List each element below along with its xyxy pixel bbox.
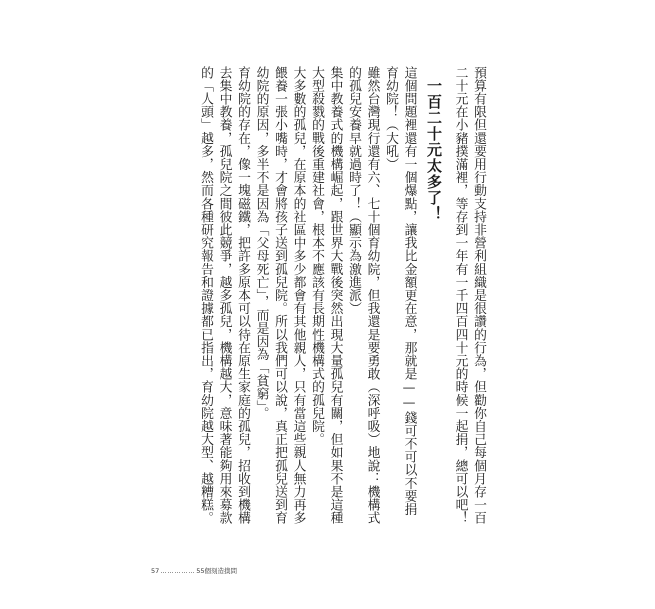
footer-leader-dots: …………… [160, 566, 196, 575]
paragraph-1: 這個問題裡還有一個爆點，讓我比金額更在意，那就是——錢可不可以不要捐育幼院！（大吼） [383, 66, 417, 516]
section-heading: 一百二十元太多了！ [425, 78, 443, 222]
paragraph-2: 雖然台灣現行還有六、七十個育幼院，但我還是要勇敢（深呼吸）地說：機構式的孤兒安養早就過時了！（顯示為激進派） [346, 66, 380, 525]
page-number: 57 [151, 566, 160, 575]
paragraph-intro: 預算有限但還要用行動支持非營利組織是很讚的行為，但勸你自己每個月存一百二十元在小豬撲滿裡，等存到一年有一千四百四十元的時候一起捐，總可以吧！ [452, 66, 486, 525]
vertical-text-body [196, 66, 488, 528]
page-footer [151, 566, 237, 575]
book-title: 55個刻造撲問 [196, 567, 238, 575]
paragraph-3: 集中教養式的機構崛起，跟世界大戰後突然出現大量孤兒有關，但如果不是這種大型殺戮的戰後重建社會，根本不應該有長期性機構式的孤兒院。 [309, 66, 343, 525]
paragraph-5: 育幼院的存在，像一塊磁鐵，把許多原本可以待在原生家庭的孤兒，招收到機構去集中教養，孤兒院之間彼此競爭，越多孤兒，機構越大，意味著能夠用來募款的「人頭」越多，然而各種研究報告和證據都已指出，育幼院越大型、越糟糕。 [198, 66, 250, 525]
paragraph-4: 大多數的孤兒，在原本的社區中多少都會有其他親人，只有當這些親人無力再多餵養一張小嘴時，才會將孩子送到孤兒院。所以我們可以說，真正把孤兒送到育幼院的原因，多半不是因為「父母死亡」，而是因為「貧窮」。 [253, 66, 306, 525]
